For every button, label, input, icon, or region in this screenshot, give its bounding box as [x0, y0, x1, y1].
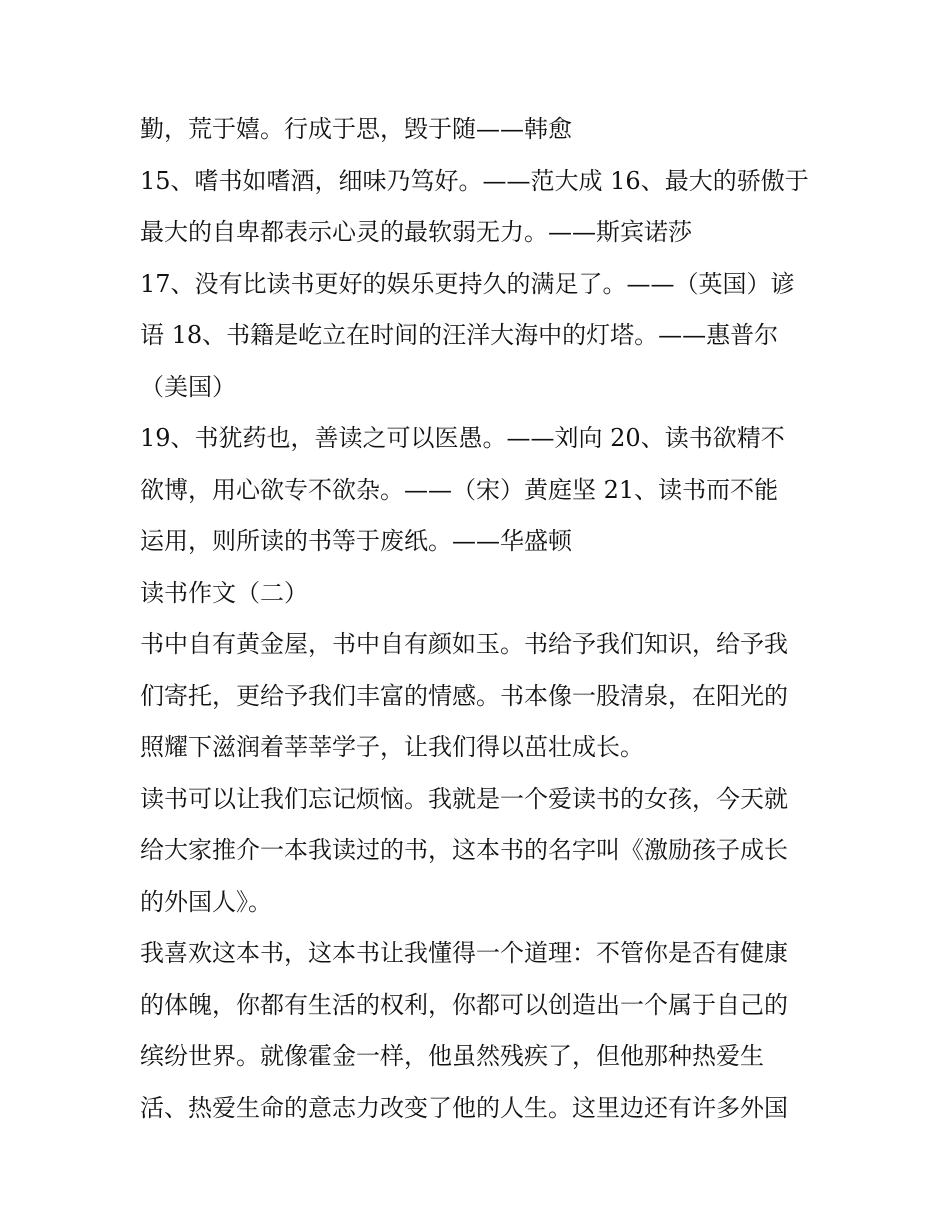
text-line: 书中自有黄金屋，书中自有颜如玉。书给予我们知识，给予我 [140, 630, 788, 658]
text-line: 17、没有比读书更好的娱乐更持久的满足了。——（英国）谚 [140, 269, 795, 298]
text-line: 的体魄，你都有生活的权利，你都可以创造出一个属于自己的 [140, 990, 788, 1019]
text-line: 15、嗜书如嗜酒，细味乃笃好。——范大成 16、最大的骄傲于 [140, 166, 809, 195]
text-line: （美国） [140, 372, 236, 401]
text-line: 给大家推介一本我读过的书，这本书的名字叫《激励孩子成长 [140, 836, 788, 864]
text-line: 我喜欢这本书，这本书让我懂得一个道理：不管你是否有健康 [140, 939, 788, 967]
text-line: 活、热爱生命的意志力改变了他的人生。这里边还有许多外国 [140, 1093, 788, 1122]
text-line: 读书可以让我们忘记烦恼。我就是一个爱读书的女孩，今天就 [140, 784, 788, 813]
text-line: 的外国人》。 [140, 887, 272, 916]
text-line: 最大的自卑都表示心灵的最软弱无力。——斯宾诺莎 [140, 218, 692, 246]
text-line: 们寄托，更给予我们丰富的情感。书本像一股清泉，在阳光的 [140, 681, 788, 710]
text-line: 语 18、书籍是屹立在时间的汪洋大海中的灯塔。——惠普尔 [140, 321, 779, 349]
text-line: 欲博，用心欲专不欲杂。——（宋）黄庭坚 21、读书而不能 [140, 475, 779, 504]
text-line: 勤，荒于嬉。行成于思，毁于随——韩愈 [140, 115, 572, 143]
text-line: 运用，则所读的书等于废纸。——华盛顿 [140, 527, 572, 555]
text-line: 缤纷世界。就像霍金一样，他虽然残疾了，但他那种热爱生 [140, 1042, 764, 1070]
section-heading: 读书作文（二） [140, 578, 308, 607]
document-body [140, 104, 820, 1134]
text-line: 19、书犹药也，善读之可以医愚。——刘向 20、读书欲精不 [140, 424, 785, 452]
text-line: 照耀下滋润着莘莘学子，让我们得以茁壮成长。 [140, 733, 644, 761]
